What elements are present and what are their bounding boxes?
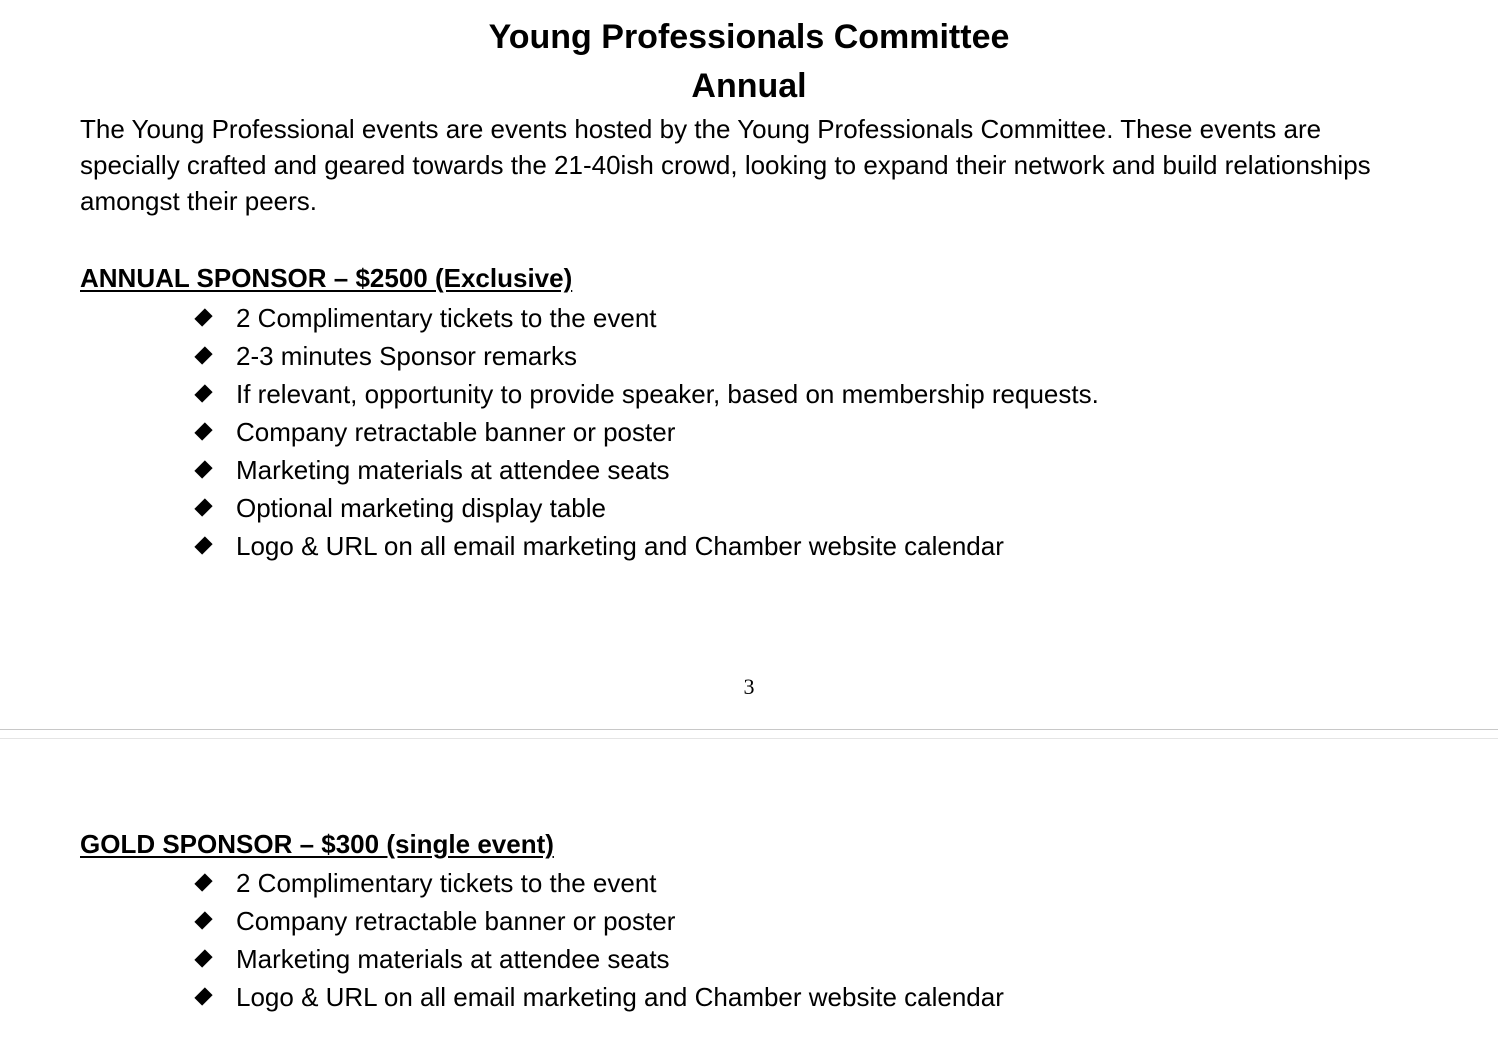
list-item-text: 2-3 minutes Sponsor remarks xyxy=(236,341,578,371)
gold-sponsor-heading: GOLD SPONSOR – $300 (single event) xyxy=(80,829,554,859)
list-item-text: 2 Complimentary tickets to the event xyxy=(236,303,657,333)
document-subtitle: Annual xyxy=(691,67,807,105)
diamond-bullet-icon xyxy=(194,873,212,891)
diamond-bullet-icon xyxy=(194,949,212,967)
list-item-text: Logo & URL on all email marketing and Chamber website calendar xyxy=(236,982,1004,1012)
diamond-bullet-icon xyxy=(194,422,212,440)
list-item-text: Marketing materials at attendee seats xyxy=(236,455,670,485)
page-number: 3 xyxy=(743,674,755,699)
diamond-bullet-icon xyxy=(194,308,212,326)
diamond-bullet-icon xyxy=(194,460,212,478)
annual-sponsor-heading: ANNUAL SPONSOR – $2500 (Exclusive) xyxy=(80,263,573,293)
diamond-bullet-icon xyxy=(194,346,212,364)
intro-paragraph: The Young Professional events are events hosted by the Young Professionals Committee. These events are specially crafted and geared towards the 21-40ish crowd, looking to expand their network and build relationships amongst their peers. xyxy=(80,114,1371,216)
list-item-text: Marketing materials at attendee seats xyxy=(236,944,670,974)
page-break-divider xyxy=(0,729,1498,739)
diamond-bullet-icon xyxy=(194,536,212,554)
list-item-text: 2 Complimentary tickets to the event xyxy=(236,868,657,898)
list-item-text: Logo & URL on all email marketing and Chamber website calendar xyxy=(236,531,1004,561)
diamond-bullet-icon xyxy=(194,498,212,516)
diamond-bullet-icon xyxy=(194,987,212,1005)
list-item-text: Company retractable banner or poster xyxy=(236,906,676,936)
document-title: Young Professionals Committee xyxy=(488,18,1010,56)
diamond-bullet-icon xyxy=(194,911,212,929)
diamond-bullet-icon xyxy=(194,384,212,402)
list-item-text: Company retractable banner or poster xyxy=(236,417,676,447)
list-item-text: If relevant, opportunity to provide speaker, based on membership requests. xyxy=(236,379,1099,409)
list-item-text: Optional marketing display table xyxy=(236,493,606,523)
